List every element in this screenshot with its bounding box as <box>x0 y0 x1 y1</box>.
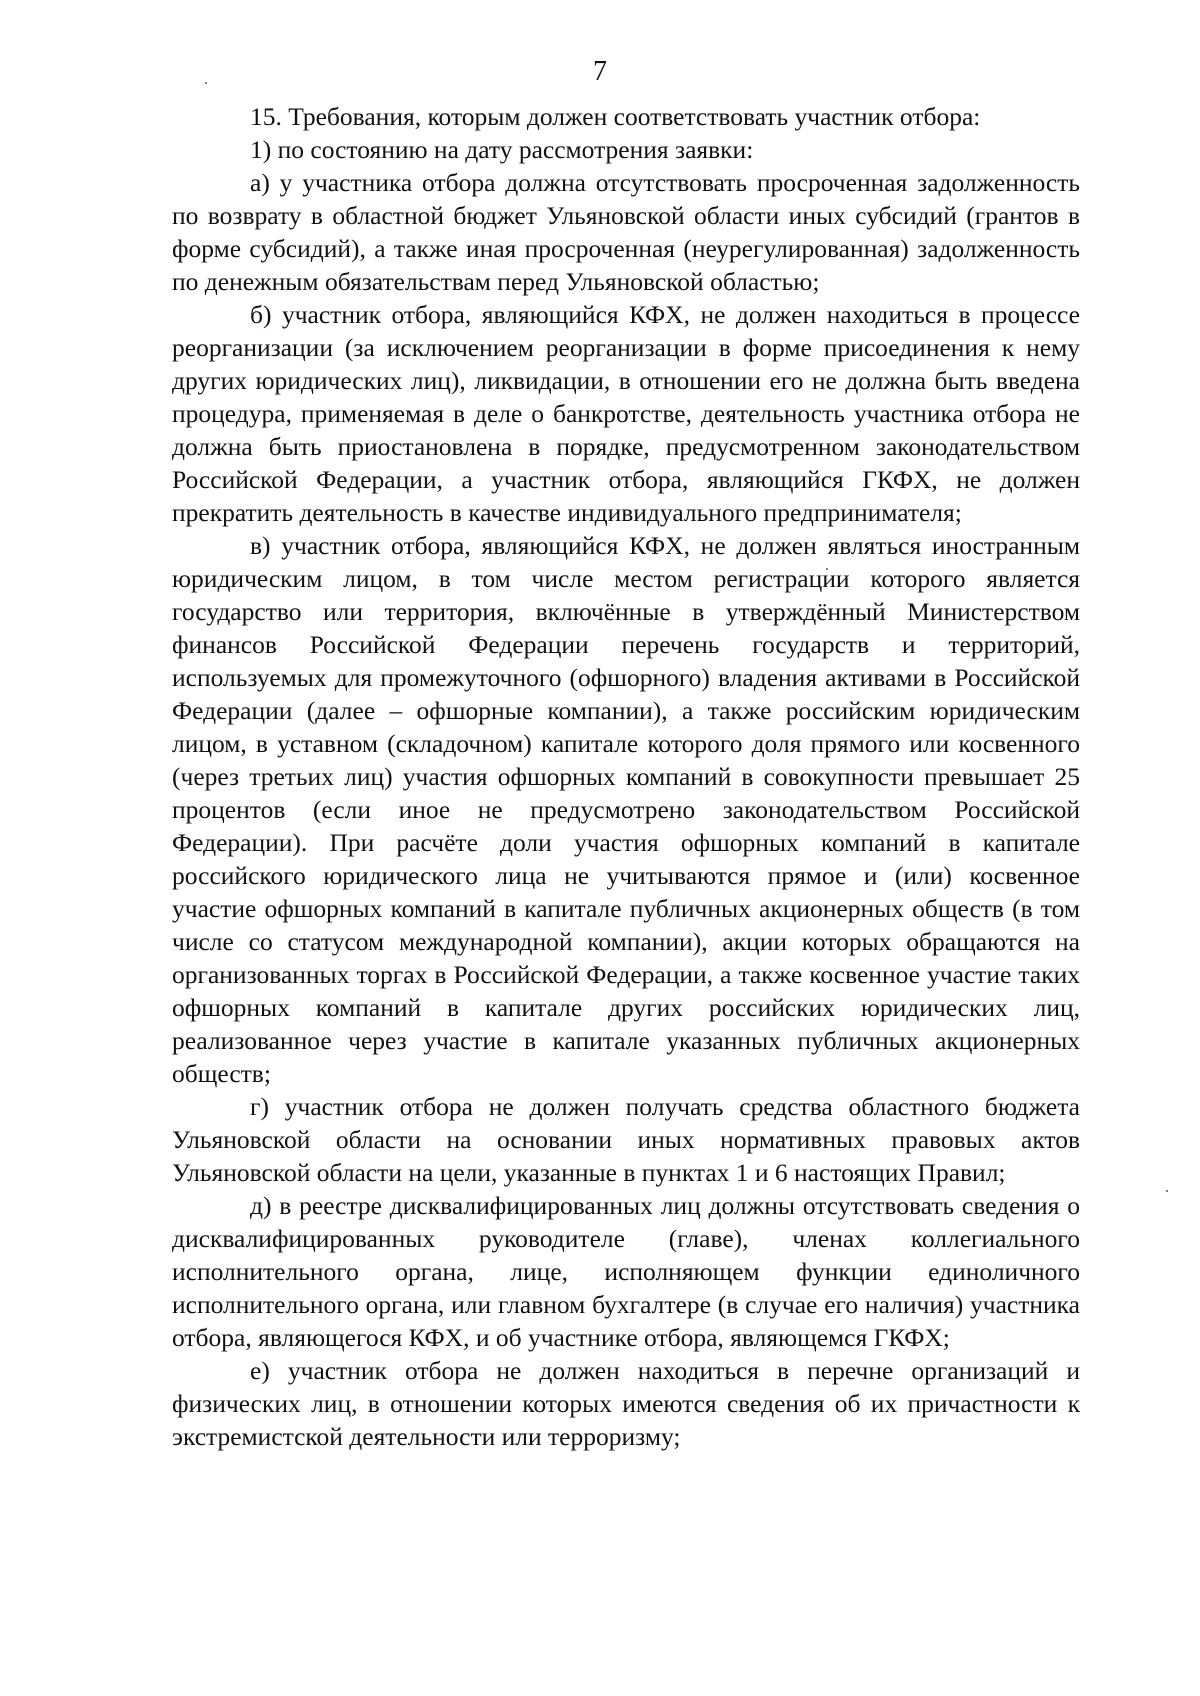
paragraph-subitem-v: в) участник отбора, являющийся КФХ, не должен являться иностранным юридическим лицом, в том числе местом регистрации которого является государство или территория, включённые в утверждённый Министерством финансов Российской Федерации перечень государств и территорий, используемых для промежуточного (офшорного) владения активами в Российской Федерации (далее – офшорные компании), а также российским юридическим лицом, в уставном (складочном) капитале которого доля прямого или косвенного (через третьих лиц) участия офшорных компаний в совокупности превышает 25 процентов (если иное не предусмотрено законодательством Российской Федерации). При расчёте доли участия офшорных компаний в капитале российского юридического лица не учитываются прямое и (или) косвенное участие офшорных компаний в капитале публичных акционерных обществ (в том числе со статусом международной компании), акции которых обращаются на организованных торгах в Российской Федерации, а также косвенное участие таких офшорных компаний в капитале других российских юридических лиц, реализованное через участие в капитале указанных публичных акционерных обществ; <box>172 531 1080 1088</box>
document-body <box>172 100 1080 1453</box>
paragraph-subitem-e: е) участник отбора не должен находиться в перечне организаций и физических лиц, в отношении которых имеются сведения об их причастности к экстремистской деятельности или терроризму; <box>172 1356 1080 1451</box>
scan-speck <box>1166 1190 1168 1192</box>
paragraph-subitem-a: а) у участника отбора должна отсутствовать просроченная задолженность по возврату в областной бюджет Ульяновской области иных субсидий (грантов в форме субсидий), а также иная просроченная (неурегулированная) задолженность по денежным обязательствам перед Ульяновской областью; <box>172 168 1080 296</box>
page-number: 7 <box>593 56 607 87</box>
paragraph-requirements-heading: 15. Требования, которым должен соответствовать участник отбора: <box>250 102 981 131</box>
scan-speck <box>205 82 207 84</box>
paragraph-subitem-g: г) участник отбора не должен получать средства областного бюджета Ульяновской области на основании иных нормативных правовых актов Ульяновской области на цели, указанные в пунктах 1 и 6 настоящих Правил; <box>172 1092 1080 1187</box>
paragraph-subitem-d: д) в реестре дисквалифицированных лиц должны отсутствовать сведения о дисквалифицированных руководителе (главе), членах коллегиального исполнительного органа, лице, исполняющем функции единоличного исполнительного органа, или главном бухгалтере (в случае его наличия) участника отбора, являющегося КФХ, и об участнике отбора, являющемся ГКФХ; <box>172 1191 1080 1352</box>
paragraph-subitem-1: 1) по состоянию на дату рассмотрения заявки: <box>250 135 754 164</box>
paragraph-subitem-b: б) участник отбора, являющийся КФХ, не должен находиться в процессе реорганизации (за исключением реорганизации в форме присоединения к нему других юридических лиц), ликвидации, в отношении его не должна быть введена процедура, применяемая в деле о банкротстве, деятельность участника отбора не должна быть приостановлена в порядке, предусмотренном законодательством Российской Федерации, а участник отбора, являющийся ГКФХ, не должен прекратить деятельность в качестве индивидуального предпринимателя; <box>172 300 1080 527</box>
